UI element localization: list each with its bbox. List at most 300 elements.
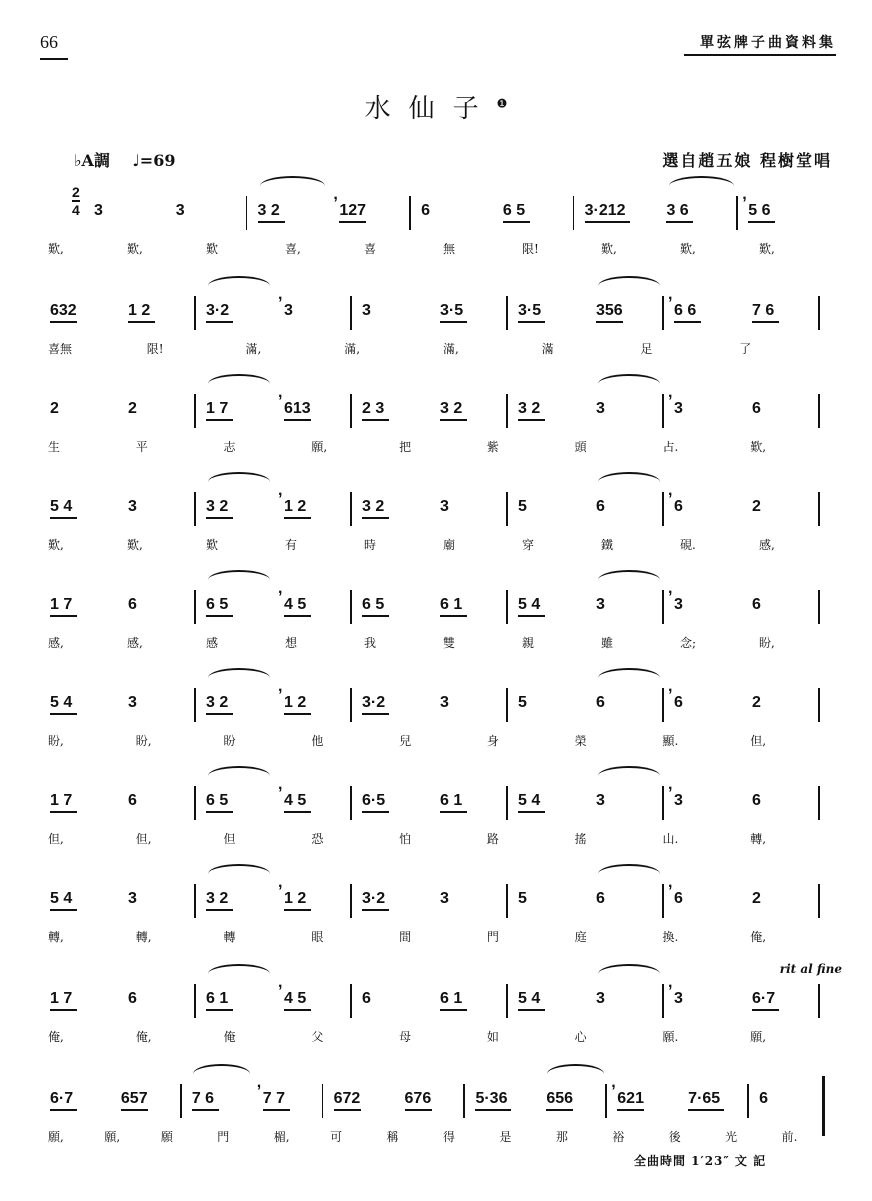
beam-underline	[440, 321, 467, 323]
lyric: 紫	[486, 440, 499, 454]
lyric: 轉,	[135, 930, 152, 944]
lyric: 感,	[48, 636, 64, 650]
beam-underline	[284, 909, 311, 911]
note-group: 6	[759, 1090, 768, 1107]
note-group: 6 1	[440, 596, 463, 613]
note-group: 3	[175, 202, 185, 219]
note-group: 3·5	[518, 302, 542, 319]
lyric: 喜	[364, 242, 377, 256]
note-group: 6	[596, 890, 605, 907]
beam-underline	[50, 909, 77, 911]
beam-underline	[748, 221, 775, 223]
note-group: 1 7	[50, 596, 73, 613]
barline	[409, 196, 411, 230]
note-group: 6·7	[752, 990, 776, 1007]
beam-underline	[284, 615, 311, 617]
lyrics-line	[44, 830, 844, 850]
lyric: 但,	[750, 734, 767, 748]
notes-line	[44, 974, 844, 1014]
barline	[506, 394, 508, 428]
notes-line	[44, 776, 844, 816]
note-group: 5	[518, 694, 527, 711]
breath-mark: ,	[278, 974, 283, 991]
score-row	[44, 678, 844, 758]
beam-underline	[440, 419, 467, 421]
beam-underline	[258, 221, 285, 223]
note-group: 6 1	[440, 792, 463, 809]
barline	[818, 884, 820, 918]
note-group: 5	[518, 890, 527, 907]
note-group: 3	[596, 990, 605, 1007]
barline	[662, 884, 664, 918]
beam-underline	[206, 811, 233, 813]
page-number: 66	[40, 32, 58, 52]
breath-mark: ,	[333, 186, 338, 203]
barline	[506, 984, 508, 1018]
barline	[506, 688, 508, 722]
note-group: 5 4	[518, 990, 541, 1007]
beam-underline	[206, 713, 233, 715]
notes-line	[44, 874, 844, 914]
score-row	[44, 286, 844, 366]
lyric: 頭	[574, 440, 587, 454]
beam-underline	[362, 419, 389, 421]
beam-underline	[206, 321, 233, 323]
breath-mark: ,	[278, 286, 283, 303]
beam-underline	[206, 1009, 233, 1011]
note-group: 632	[50, 302, 77, 319]
lyric: 他	[311, 734, 324, 748]
song-title-text: 水仙子	[364, 94, 497, 124]
barline	[350, 590, 352, 624]
breath-mark: ,	[278, 874, 283, 891]
beam-underline	[362, 517, 389, 519]
score-row	[44, 580, 844, 660]
beam-underline	[284, 713, 311, 715]
lyrics-line	[44, 928, 844, 948]
note-group: 3	[128, 694, 137, 711]
note-group: 3	[674, 400, 683, 417]
note-group: 6	[128, 990, 137, 1007]
beam-underline	[50, 1009, 77, 1011]
note-group: 6 5	[362, 596, 385, 613]
barline	[818, 688, 820, 722]
lyric: 滿,	[245, 342, 262, 356]
time-signature-top: 2	[72, 184, 80, 200]
breath-mark: ,	[256, 1074, 262, 1091]
note-group: 1 2	[284, 498, 307, 515]
slur	[598, 964, 660, 984]
notes-line	[44, 186, 844, 226]
barline	[605, 1084, 607, 1118]
barline	[506, 786, 508, 820]
barline	[194, 688, 196, 722]
breath-mark: ,	[668, 974, 673, 991]
lyric: 顯.	[662, 734, 679, 748]
lyric: 有	[285, 538, 298, 552]
beam-underline	[440, 1009, 467, 1011]
lyric: 平	[135, 440, 148, 454]
note-group: 5	[518, 498, 527, 515]
lyric: 身	[486, 734, 499, 748]
lyric: 路	[486, 832, 499, 846]
lyric: 歎,	[127, 242, 143, 256]
lyric: 喜,	[285, 242, 301, 256]
note-group: 6	[752, 400, 761, 417]
beam-underline	[518, 321, 545, 323]
note-group: 2	[752, 694, 761, 711]
note-group: 6	[128, 596, 137, 613]
beam-underline	[666, 221, 693, 223]
note-group: 672	[333, 1090, 361, 1107]
lyric: 鐵	[601, 538, 614, 552]
barline	[246, 196, 248, 230]
duration-note: 全曲時間 1′23″ 文 記	[634, 1154, 767, 1168]
barline	[194, 984, 196, 1018]
beam-underline	[475, 1109, 511, 1111]
note-group: 3	[674, 990, 683, 1007]
beam-underline	[50, 1109, 77, 1111]
note-group: 6	[421, 202, 431, 219]
note-group: 621	[617, 1090, 644, 1107]
lyrics-line	[44, 240, 844, 260]
barline	[180, 1084, 182, 1118]
note-group: 2	[752, 498, 761, 515]
lyric: 轉,	[48, 930, 64, 944]
barline	[350, 884, 352, 918]
beam-underline	[284, 1009, 311, 1011]
lyrics-line	[44, 1128, 844, 1148]
lyric: 限!	[522, 242, 539, 256]
page-number-underline	[40, 58, 68, 60]
time-signature-bottom: 4	[72, 201, 80, 218]
breath-mark: ,	[668, 384, 673, 401]
note-group: 6·5	[362, 792, 386, 809]
barline	[506, 884, 508, 918]
breath-mark: ,	[278, 580, 283, 597]
note-group: 3 2	[206, 694, 229, 711]
breath-mark: ,	[278, 482, 283, 499]
breath-mark: ,	[668, 678, 673, 695]
note-group: 6	[596, 694, 605, 711]
note-group: 7·65	[688, 1090, 721, 1107]
beam-underline	[284, 517, 311, 519]
lyric: 俺,	[750, 930, 767, 944]
lyric: 感,	[759, 538, 775, 552]
note-group: 7 6	[191, 1090, 215, 1107]
note-group: 5 6	[748, 202, 771, 219]
note-group: 3	[440, 498, 449, 515]
breath-mark: ,	[668, 776, 673, 793]
lyric: 歎	[206, 242, 219, 256]
note-group: 1 7	[206, 400, 229, 417]
barline	[463, 1084, 465, 1118]
slur	[547, 1064, 604, 1084]
notes-line	[44, 482, 844, 522]
note-group: 656	[546, 1090, 574, 1107]
barline	[350, 296, 352, 330]
breath-mark: ,	[278, 776, 283, 793]
lyric: 無	[443, 242, 456, 256]
breath-mark: ,	[611, 1074, 616, 1091]
note-group: 5·36	[475, 1090, 508, 1107]
lyric: 足	[640, 342, 653, 356]
beam-underline	[617, 1109, 644, 1111]
note-group: 3	[596, 596, 605, 613]
barline	[194, 884, 196, 918]
slur	[208, 276, 270, 296]
slur	[669, 176, 734, 196]
lyric: 盼,	[135, 734, 152, 748]
note-group: 3	[94, 202, 103, 219]
breath-mark: ,	[668, 286, 673, 303]
lyric: 榮	[574, 734, 587, 748]
lyrics-line	[44, 1028, 844, 1048]
barline	[818, 492, 820, 526]
note-group: 127	[339, 202, 367, 219]
barline	[818, 590, 820, 624]
note-group: 676	[404, 1090, 432, 1107]
lyric: 了	[739, 342, 752, 356]
note-group: 6 5	[206, 596, 229, 613]
beam-underline	[50, 321, 77, 323]
breath-mark: ,	[668, 874, 673, 891]
notes-line	[44, 384, 844, 424]
barline	[662, 394, 664, 428]
beam-underline	[121, 1109, 148, 1111]
lyric: 占.	[662, 440, 679, 454]
lyric: 但	[223, 832, 236, 846]
barline	[662, 590, 664, 624]
song-title	[0, 88, 872, 125]
lyric: 喜無	[48, 342, 73, 356]
barline	[662, 688, 664, 722]
lyric: 想	[285, 636, 298, 650]
note-group: 4 5	[284, 990, 307, 1007]
lyric: 生	[48, 440, 61, 454]
slur	[208, 766, 270, 786]
beam-underline	[50, 811, 77, 813]
beam-underline	[674, 321, 701, 323]
lyric: 穿	[522, 538, 535, 552]
note-group: 6	[674, 694, 683, 711]
note-group: 5 4	[518, 596, 541, 613]
note-group: 5 4	[50, 694, 73, 711]
note-group: 3	[284, 302, 293, 319]
slur	[598, 374, 660, 394]
lyric: 滿,	[344, 342, 361, 356]
score-row	[44, 974, 844, 1054]
note-group: 3 2	[518, 400, 541, 417]
lyric: 庭	[574, 930, 587, 944]
beam-underline	[688, 1109, 724, 1111]
note-group: 1 2	[284, 694, 307, 711]
lyric: 門	[486, 930, 499, 944]
note-group: 613	[284, 400, 311, 417]
note-group: 6	[752, 792, 761, 809]
lyric: 願,	[311, 440, 328, 454]
lyric: 雙	[443, 636, 456, 650]
beam-underline	[50, 517, 77, 519]
note-group: 657	[120, 1090, 148, 1107]
barline	[350, 984, 352, 1018]
beam-underline	[362, 811, 389, 813]
lyric: 稱	[386, 1130, 399, 1144]
note-group: 3 2	[206, 498, 229, 515]
footnote-mark: ❶	[496, 96, 508, 111]
lyric: 楣,	[273, 1130, 290, 1144]
score-row	[44, 482, 844, 562]
lyric: 俺	[223, 1030, 236, 1044]
lyric: 雖	[601, 636, 614, 650]
note-group: 5 4	[518, 792, 541, 809]
note-group: 3 2	[440, 400, 463, 417]
lyric: 前.	[781, 1130, 798, 1144]
barline	[818, 786, 820, 820]
note-group: 3	[596, 400, 605, 417]
beam-underline	[206, 517, 233, 519]
note-group: 6	[362, 990, 371, 1007]
slur	[208, 374, 270, 394]
barline	[818, 296, 820, 330]
beam-underline	[518, 615, 545, 617]
lyric: 盼,	[759, 636, 775, 650]
note-group: 1 7	[50, 792, 73, 809]
note-group: 2	[128, 400, 137, 417]
lyric: 歎,	[601, 242, 617, 256]
note-group: 3·2	[362, 694, 386, 711]
note-group: 6	[128, 792, 137, 809]
lyric: 歎,	[680, 242, 696, 256]
lyric: 俺,	[135, 1030, 152, 1044]
breath-mark: ,	[668, 482, 673, 499]
lyric: 心	[574, 1030, 587, 1044]
note-group: 356	[596, 302, 623, 319]
barline	[194, 786, 196, 820]
score-row	[44, 1074, 844, 1154]
barline	[662, 492, 664, 526]
lyric: 換.	[662, 930, 679, 944]
barline	[350, 394, 352, 428]
source-credit: 選自趙五娘 程樹堂唱	[662, 151, 832, 170]
barline	[350, 688, 352, 722]
notes-line	[44, 286, 844, 326]
score-row	[44, 384, 844, 464]
lyric: 願,	[104, 1130, 121, 1144]
lyric: 搖	[574, 832, 587, 846]
beam-underline	[518, 419, 545, 421]
beam-underline	[440, 811, 467, 813]
lyric: 恐	[311, 832, 324, 846]
slur	[598, 472, 660, 492]
lyric: 念;	[680, 636, 697, 650]
beam-underline	[405, 1109, 432, 1111]
note-group: 3 6	[666, 202, 689, 219]
lyric: 願,	[750, 1030, 767, 1044]
breath-mark: ,	[742, 186, 747, 203]
note-group: 6	[752, 596, 761, 613]
slur	[193, 1064, 250, 1084]
note-group: 6	[674, 498, 683, 515]
note-group: 3	[596, 792, 605, 809]
lyric: 門	[217, 1130, 230, 1144]
note-group: 4 5	[284, 792, 307, 809]
beam-underline	[362, 615, 389, 617]
beam-underline	[192, 1109, 219, 1111]
beam-underline	[362, 713, 389, 715]
tempo-marking-end: rit al fine	[779, 962, 842, 976]
lyric: 那	[555, 1130, 568, 1144]
lyric: 滿	[541, 342, 554, 356]
note-group: 3 2	[206, 890, 229, 907]
lyric: 俺,	[48, 1030, 64, 1044]
note-group: 3·5	[440, 302, 464, 319]
lyrics-line	[44, 732, 844, 752]
lyric: 眼	[311, 930, 324, 944]
lyric: 間	[399, 930, 412, 944]
barline	[818, 984, 820, 1018]
note-group: 3 2	[362, 498, 385, 515]
score-row	[44, 186, 844, 266]
barline	[350, 786, 352, 820]
note-group: 6 5	[206, 792, 229, 809]
key-and-tempo	[74, 148, 175, 171]
lyric: 硯.	[680, 538, 696, 552]
slur	[208, 964, 270, 984]
beam-underline	[50, 615, 77, 617]
lyric: 把	[399, 440, 412, 454]
beam-underline	[440, 615, 467, 617]
note-group: 3	[128, 498, 137, 515]
lyric: 感	[206, 636, 219, 650]
lyric: 如	[486, 1030, 499, 1044]
slur	[208, 668, 270, 688]
note-group: 6 1	[440, 990, 463, 1007]
barline	[194, 296, 196, 330]
barline	[662, 296, 664, 330]
note-group: 7 7	[262, 1090, 285, 1107]
beam-underline	[752, 321, 779, 323]
beam-underline	[362, 909, 389, 911]
note-group: 6 6	[674, 302, 697, 319]
lyric: 歎	[206, 538, 219, 552]
barline	[506, 296, 508, 330]
lyric: 歎,	[48, 242, 64, 256]
beam-underline	[206, 419, 233, 421]
beam-underline	[206, 909, 233, 911]
beam-underline	[334, 1109, 361, 1111]
note-group: 7 6	[752, 302, 775, 319]
beam-underline	[518, 811, 545, 813]
lyric: 歎,	[48, 538, 64, 552]
slur	[598, 766, 660, 786]
notes-line	[44, 1074, 844, 1114]
barline	[350, 492, 352, 526]
barline	[736, 196, 738, 230]
book-title-underline	[684, 54, 836, 56]
note-group: 3 2	[257, 202, 280, 219]
note-group: 3·2	[362, 890, 386, 907]
barline	[194, 590, 196, 624]
notes-line	[44, 580, 844, 620]
note-group: 5 4	[50, 890, 73, 907]
note-group: 6 5	[502, 202, 526, 219]
barline	[322, 1084, 324, 1118]
lyric: 是	[499, 1130, 512, 1144]
lyric: 轉,	[750, 832, 767, 846]
lyric: 但,	[48, 832, 64, 846]
barline	[662, 984, 664, 1018]
